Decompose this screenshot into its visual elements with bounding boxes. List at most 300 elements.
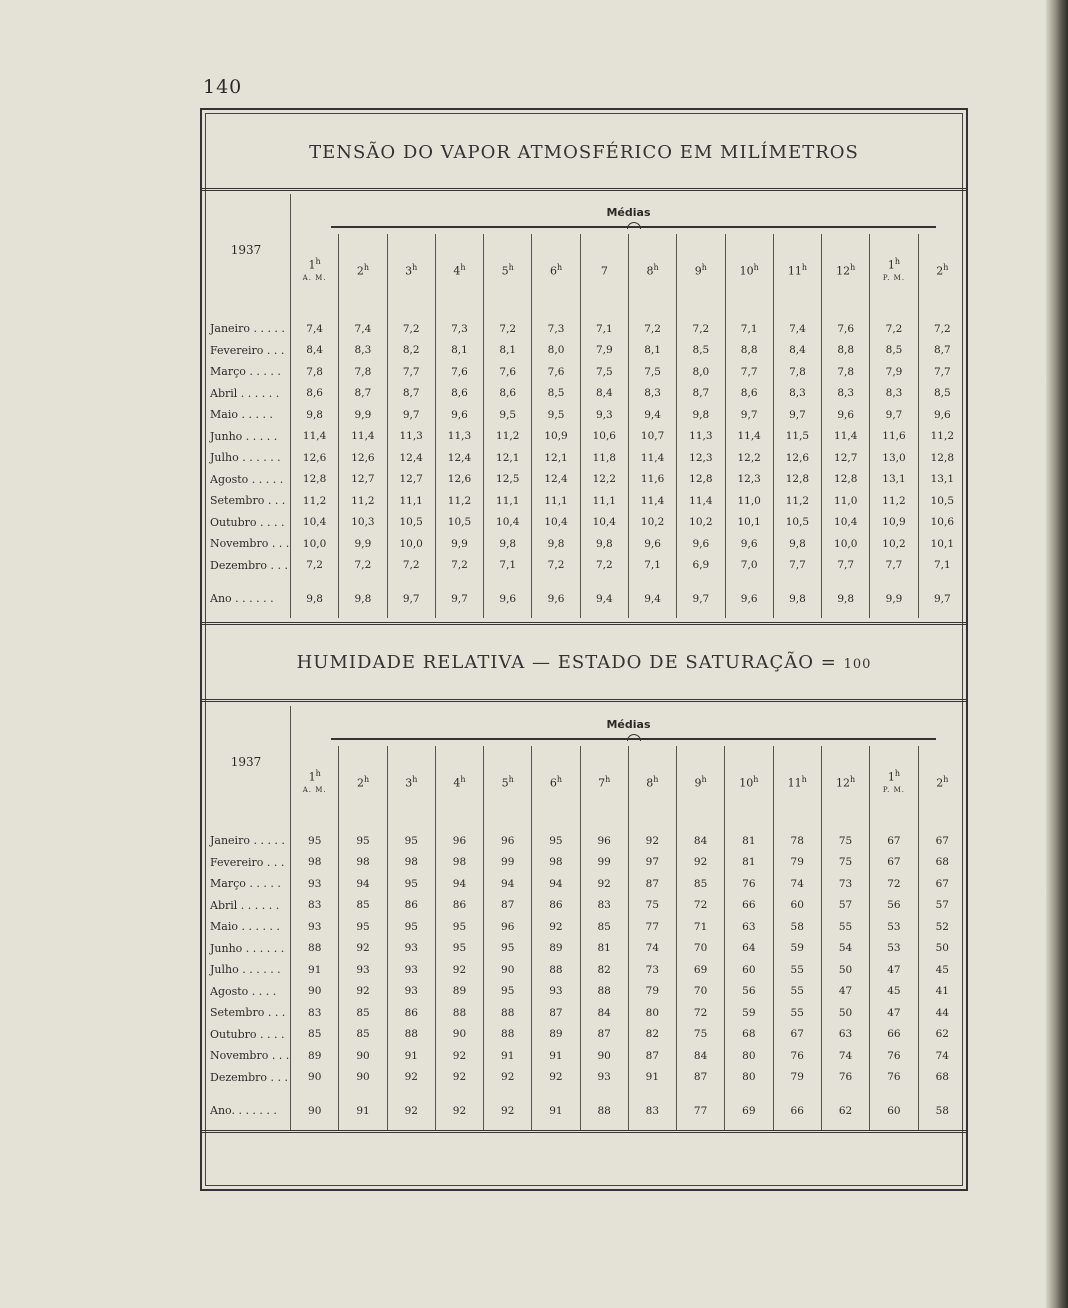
- row-label: Janeiro . . . . .: [202, 318, 290, 340]
- hour-period: A. M.: [302, 785, 327, 794]
- value-cell: 74: [628, 938, 676, 960]
- value-cell: 7,2: [435, 555, 483, 577]
- value-cell: 8,7: [339, 383, 387, 405]
- value-cell: 58: [918, 1100, 966, 1122]
- value-cell: 11,2: [435, 490, 483, 512]
- value-cell: 7,3: [435, 318, 483, 340]
- value-cell: 10,7: [628, 426, 676, 448]
- value-cell: 10,4: [580, 512, 628, 534]
- value-cell: 52: [918, 916, 966, 938]
- value-cell: 10,4: [822, 512, 870, 534]
- spacer-cell: [290, 1122, 338, 1130]
- value-cell: 11,6: [628, 469, 676, 491]
- row-label: Junho . . . . .: [202, 426, 290, 448]
- spacer-cell: [870, 1122, 918, 1130]
- value-cell: 87: [628, 873, 676, 895]
- table1-group-header: [290, 194, 966, 234]
- table-row: [202, 852, 966, 874]
- value-cell: 9,6: [435, 404, 483, 426]
- value-cell: 8,3: [870, 383, 918, 405]
- value-cell: 67: [773, 1024, 821, 1046]
- table2-hour-header: [725, 746, 773, 818]
- value-cell: 7,1: [918, 555, 966, 577]
- value-cell: 8,2: [387, 340, 435, 362]
- table-row: [202, 490, 966, 512]
- value-cell: 87: [676, 1067, 724, 1089]
- value-cell: 10,4: [532, 512, 580, 534]
- hour-number: 6: [549, 264, 557, 278]
- value-cell: 9,9: [339, 404, 387, 426]
- table1-hour-header: [677, 234, 725, 306]
- spacer-cell: [628, 306, 676, 318]
- value-cell: 9,8: [677, 404, 725, 426]
- value-cell: 7,2: [870, 318, 918, 340]
- value-cell: 12,3: [677, 447, 725, 469]
- spacer-cell: [202, 818, 290, 830]
- hour-number: 5: [501, 776, 509, 790]
- spacer-cell: [677, 576, 725, 588]
- row-label: Julho . . . . . .: [202, 447, 290, 469]
- value-cell: 10,2: [677, 512, 725, 534]
- spacer-cell: [484, 818, 532, 830]
- spacer-cell: [580, 818, 628, 830]
- spacer-cell: [822, 576, 870, 588]
- value-cell: 7,7: [870, 555, 918, 577]
- value-cell: 8,1: [435, 340, 483, 362]
- value-cell: 95: [435, 938, 483, 960]
- value-cell: 7,4: [290, 318, 338, 340]
- table-row: [202, 830, 966, 852]
- table-row: [202, 340, 966, 362]
- spacer-cell: [580, 610, 628, 618]
- value-cell: 93: [290, 916, 338, 938]
- value-cell: 63: [821, 1024, 869, 1046]
- table1-brace: [331, 226, 936, 228]
- value-cell: 8,1: [628, 340, 676, 362]
- value-cell: 7,7: [918, 361, 966, 383]
- value-cell: 59: [773, 938, 821, 960]
- spacer-cell: [773, 306, 821, 318]
- annual-row: [202, 588, 966, 610]
- spacer-cell: [773, 1088, 821, 1100]
- value-cell: 72: [676, 1002, 724, 1024]
- value-cell: 55: [821, 916, 869, 938]
- value-cell: 90: [339, 1045, 387, 1067]
- value-cell: 84: [676, 830, 724, 852]
- value-cell: 11,0: [822, 490, 870, 512]
- value-cell: 83: [628, 1100, 676, 1122]
- value-cell: 12,4: [387, 447, 435, 469]
- row-label: Fevereiro . . .: [202, 852, 290, 874]
- table-row: [202, 447, 966, 469]
- value-cell: 79: [628, 981, 676, 1003]
- table-row: [202, 361, 966, 383]
- value-cell: 92: [532, 916, 580, 938]
- value-cell: 83: [580, 895, 628, 917]
- spacer-cell: [918, 1122, 966, 1130]
- value-cell: 74: [918, 1045, 966, 1067]
- value-cell: 9,8: [484, 533, 532, 555]
- value-cell: 80: [725, 1067, 773, 1089]
- value-cell: 92: [387, 1100, 435, 1122]
- value-cell: 8,5: [532, 383, 580, 405]
- spacer-cell: [773, 818, 821, 830]
- value-cell: 8,7: [387, 383, 435, 405]
- row-label: Novembro . . .: [202, 1045, 290, 1067]
- value-cell: 92: [628, 830, 676, 852]
- value-cell: 9,7: [870, 404, 918, 426]
- value-cell: 9,8: [290, 404, 338, 426]
- row-label: Maio . . . . .: [202, 404, 290, 426]
- value-cell: 53: [870, 938, 918, 960]
- value-cell: 12,6: [290, 447, 338, 469]
- value-cell: 12,4: [435, 447, 483, 469]
- value-cell: 9,8: [822, 588, 870, 610]
- spacer-cell: [725, 818, 773, 830]
- table2-medias-label: Médias: [606, 718, 651, 731]
- value-cell: 45: [870, 981, 918, 1003]
- value-cell: 98: [339, 852, 387, 874]
- value-cell: 12,7: [822, 447, 870, 469]
- value-cell: 83: [290, 895, 338, 917]
- value-cell: 99: [580, 852, 628, 874]
- value-cell: 77: [676, 1100, 724, 1122]
- value-cell: 10,6: [918, 512, 966, 534]
- value-cell: 7,8: [290, 361, 338, 383]
- hour-number: 9: [694, 776, 702, 790]
- table2-body: [202, 818, 966, 1130]
- table2-hour-header: [387, 746, 435, 818]
- table-row: [202, 895, 966, 917]
- hour-number: 6: [549, 776, 557, 790]
- value-cell: 50: [821, 959, 869, 981]
- value-cell: 89: [532, 1024, 580, 1046]
- table1-hour-header: [870, 234, 918, 306]
- value-cell: 88: [580, 1100, 628, 1122]
- spacer-cell: [677, 306, 725, 318]
- value-cell: 7,1: [484, 555, 532, 577]
- spacer-cell: [725, 610, 773, 618]
- value-cell: 91: [290, 959, 338, 981]
- value-cell: 9,8: [532, 533, 580, 555]
- spacer-cell: [484, 576, 532, 588]
- value-cell: 12,2: [725, 447, 773, 469]
- value-cell: 45: [918, 959, 966, 981]
- table-row: [202, 1024, 966, 1046]
- table2-title-text: HUMIDADE RELATIVA — ESTADO DE SATURAÇÃO =: [296, 652, 844, 673]
- value-cell: 90: [484, 959, 532, 981]
- table1-hour-header: [435, 234, 483, 306]
- value-cell: 9,7: [387, 404, 435, 426]
- hour-number: 12: [836, 264, 851, 278]
- hour-number: 1: [887, 770, 895, 784]
- value-cell: 7,2: [918, 318, 966, 340]
- table1-hour-header: [387, 234, 435, 306]
- value-cell: 73: [821, 873, 869, 895]
- value-cell: 7,0: [725, 555, 773, 577]
- value-cell: 75: [676, 1024, 724, 1046]
- table-frame: [200, 108, 968, 1191]
- value-cell: 98: [532, 852, 580, 874]
- table-row: [202, 533, 966, 555]
- value-cell: 7,2: [387, 318, 435, 340]
- spacer-cell: [532, 576, 580, 588]
- value-cell: 91: [532, 1045, 580, 1067]
- value-cell: 94: [532, 873, 580, 895]
- value-cell: 8,3: [773, 383, 821, 405]
- value-cell: 55: [773, 1002, 821, 1024]
- value-cell: 87: [628, 1045, 676, 1067]
- value-cell: 69: [676, 959, 724, 981]
- spacer-cell: [387, 1122, 435, 1130]
- value-cell: 12,7: [387, 469, 435, 491]
- hour-number: 9: [694, 264, 702, 278]
- value-cell: 88: [580, 981, 628, 1003]
- value-cell: 92: [484, 1100, 532, 1122]
- value-cell: 90: [580, 1045, 628, 1067]
- value-cell: 64: [725, 938, 773, 960]
- value-cell: 87: [532, 1002, 580, 1024]
- value-cell: 9,7: [773, 404, 821, 426]
- spacer-row: [202, 1088, 966, 1100]
- value-cell: 11,2: [290, 490, 338, 512]
- row-label: Abril . . . . . .: [202, 895, 290, 917]
- table1-hour-header: [290, 234, 338, 306]
- value-cell: 60: [870, 1100, 918, 1122]
- value-cell: 92: [339, 981, 387, 1003]
- spacer-cell: [290, 576, 338, 588]
- value-cell: 8,5: [677, 340, 725, 362]
- row-label: Julho . . . . . .: [202, 959, 290, 981]
- value-cell: 82: [580, 959, 628, 981]
- value-cell: 81: [580, 938, 628, 960]
- value-cell: 11,1: [387, 490, 435, 512]
- value-cell: 57: [918, 895, 966, 917]
- hour-suffix: h: [460, 775, 466, 785]
- table1-hour-row: [202, 234, 966, 306]
- value-cell: 11,3: [677, 426, 725, 448]
- value-cell: 7,1: [580, 318, 628, 340]
- value-cell: 12,8: [290, 469, 338, 491]
- value-cell: 90: [435, 1024, 483, 1046]
- value-cell: 67: [870, 830, 918, 852]
- value-cell: 9,7: [387, 588, 435, 610]
- hour-suffix: h: [943, 263, 949, 273]
- value-cell: 7,1: [725, 318, 773, 340]
- table-row: [202, 469, 966, 491]
- value-cell: 81: [725, 852, 773, 874]
- value-cell: 9,8: [339, 588, 387, 610]
- value-cell: 95: [532, 830, 580, 852]
- value-cell: 12,4: [532, 469, 580, 491]
- value-cell: 86: [387, 895, 435, 917]
- value-cell: 9,8: [290, 588, 338, 610]
- value-cell: 10,0: [290, 533, 338, 555]
- spacer-cell: [628, 818, 676, 830]
- value-cell: 9,8: [580, 533, 628, 555]
- row-label: Maio . . . . . .: [202, 916, 290, 938]
- spacer-cell: [580, 576, 628, 588]
- value-cell: 9,9: [339, 533, 387, 555]
- value-cell: 44: [918, 1002, 966, 1024]
- spacer-cell: [676, 818, 724, 830]
- hour-number: 12: [835, 776, 850, 790]
- spacer-cell: [821, 1088, 869, 1100]
- spacer-cell: [580, 306, 628, 318]
- spacer-cell: [387, 1088, 435, 1100]
- hour-suffix: h: [753, 775, 759, 785]
- spacer-row: [202, 306, 966, 318]
- hour-number: 3: [405, 264, 413, 278]
- value-cell: 9,7: [725, 404, 773, 426]
- value-cell: 55: [773, 981, 821, 1003]
- value-cell: 12,8: [918, 447, 966, 469]
- spacer-cell: [773, 610, 821, 618]
- value-cell: 7,7: [387, 361, 435, 383]
- value-cell: 9,6: [484, 588, 532, 610]
- spacer-cell: [435, 1122, 483, 1130]
- value-cell: 11,2: [773, 490, 821, 512]
- hour-suffix: h: [801, 775, 807, 785]
- value-cell: 41: [918, 981, 966, 1003]
- value-cell: 97: [628, 852, 676, 874]
- table2-brace: [331, 738, 936, 740]
- spacer-cell: [290, 818, 338, 830]
- value-cell: 59: [725, 1002, 773, 1024]
- row-label: Setembro . . .: [202, 490, 290, 512]
- hour-period: A. M.: [302, 273, 327, 282]
- value-cell: 7,9: [580, 340, 628, 362]
- value-cell: 92: [484, 1067, 532, 1089]
- row-label: Novembro . . .: [202, 533, 290, 555]
- value-cell: 12,8: [677, 469, 725, 491]
- value-cell: 93: [387, 959, 435, 981]
- value-cell: 56: [870, 895, 918, 917]
- value-cell: 7,6: [484, 361, 532, 383]
- value-cell: 85: [290, 1024, 338, 1046]
- spacer-cell: [821, 1122, 869, 1130]
- value-cell: 88: [484, 1024, 532, 1046]
- value-cell: 92: [435, 1100, 483, 1122]
- value-cell: 7,2: [532, 555, 580, 577]
- spacer-cell: [822, 610, 870, 618]
- spacer-cell: [387, 306, 435, 318]
- value-cell: 79: [773, 852, 821, 874]
- value-cell: 9,4: [628, 588, 676, 610]
- value-cell: 7,3: [532, 318, 580, 340]
- value-cell: 8,6: [290, 383, 338, 405]
- spacer-cell: [532, 1122, 580, 1130]
- spacer-cell: [202, 306, 290, 318]
- row-label: Junho . . . . . .: [202, 938, 290, 960]
- spacer-cell: [202, 610, 290, 618]
- value-cell: 53: [870, 916, 918, 938]
- value-cell: 90: [339, 1067, 387, 1089]
- value-cell: 7,5: [628, 361, 676, 383]
- value-cell: 85: [339, 895, 387, 917]
- hour-number: 1: [308, 770, 316, 784]
- value-cell: 10,4: [290, 512, 338, 534]
- value-cell: 81: [725, 830, 773, 852]
- value-cell: 76: [870, 1067, 918, 1089]
- value-cell: 7,6: [435, 361, 483, 383]
- value-cell: 85: [339, 1024, 387, 1046]
- row-label: Outubro . . . .: [202, 512, 290, 534]
- table1-title-rule: [202, 188, 966, 191]
- value-cell: 89: [532, 938, 580, 960]
- spacer-cell: [532, 1088, 580, 1100]
- table-row: [202, 1045, 966, 1067]
- table2-title-value: 100: [843, 657, 872, 672]
- table2-hour-header: [628, 746, 676, 818]
- value-cell: 13,1: [870, 469, 918, 491]
- spacer-cell: [870, 610, 918, 618]
- hour-suffix: h: [363, 263, 369, 273]
- value-cell: 12,6: [339, 447, 387, 469]
- value-cell: 10,2: [870, 533, 918, 555]
- value-cell: 11,5: [773, 426, 821, 448]
- value-cell: 60: [773, 895, 821, 917]
- spacer-cell: [202, 1122, 290, 1130]
- value-cell: 8,7: [677, 383, 725, 405]
- spacer-cell: [435, 818, 483, 830]
- table-row: [202, 1067, 966, 1089]
- value-cell: 11,1: [532, 490, 580, 512]
- hour-suffix: h: [556, 775, 562, 785]
- value-cell: 8,6: [484, 383, 532, 405]
- value-cell: 75: [628, 895, 676, 917]
- hour-number: 1: [887, 258, 895, 272]
- page-number: 140: [203, 76, 243, 98]
- value-cell: 62: [821, 1100, 869, 1122]
- table2-hour-header: [870, 746, 918, 818]
- value-cell: 7,2: [580, 555, 628, 577]
- spacer-cell: [484, 1122, 532, 1130]
- value-cell: 90: [290, 1100, 338, 1122]
- spacer-cell: [725, 306, 773, 318]
- spacer-cell: [870, 576, 918, 588]
- value-cell: 8,3: [822, 383, 870, 405]
- value-cell: 66: [870, 1024, 918, 1046]
- value-cell: 11,4: [725, 426, 773, 448]
- hour-suffix: h: [412, 263, 418, 273]
- value-cell: 88: [290, 938, 338, 960]
- table1-body: [202, 306, 966, 618]
- spacer-cell: [435, 576, 483, 588]
- spacer-cell: [628, 1088, 676, 1100]
- value-cell: 57: [821, 895, 869, 917]
- value-cell: 7,2: [628, 318, 676, 340]
- spacer-cell: [870, 818, 918, 830]
- row-label: Abril . . . . . .: [202, 383, 290, 405]
- hour-number: 1: [308, 258, 316, 272]
- value-cell: 93: [387, 938, 435, 960]
- value-cell: 10,3: [339, 512, 387, 534]
- value-cell: 7,9: [870, 361, 918, 383]
- value-cell: 9,6: [725, 533, 773, 555]
- value-cell: 7,2: [484, 318, 532, 340]
- value-cell: 93: [387, 981, 435, 1003]
- value-cell: 67: [870, 852, 918, 874]
- table-row: [202, 1002, 966, 1024]
- hour-suffix: h: [315, 769, 321, 779]
- hour-suffix: h: [315, 257, 321, 267]
- spacer-cell: [773, 576, 821, 588]
- value-cell: 88: [387, 1024, 435, 1046]
- hour-suffix: h: [849, 775, 856, 785]
- table2-year: 1937: [202, 706, 290, 818]
- spacer-cell: [532, 818, 580, 830]
